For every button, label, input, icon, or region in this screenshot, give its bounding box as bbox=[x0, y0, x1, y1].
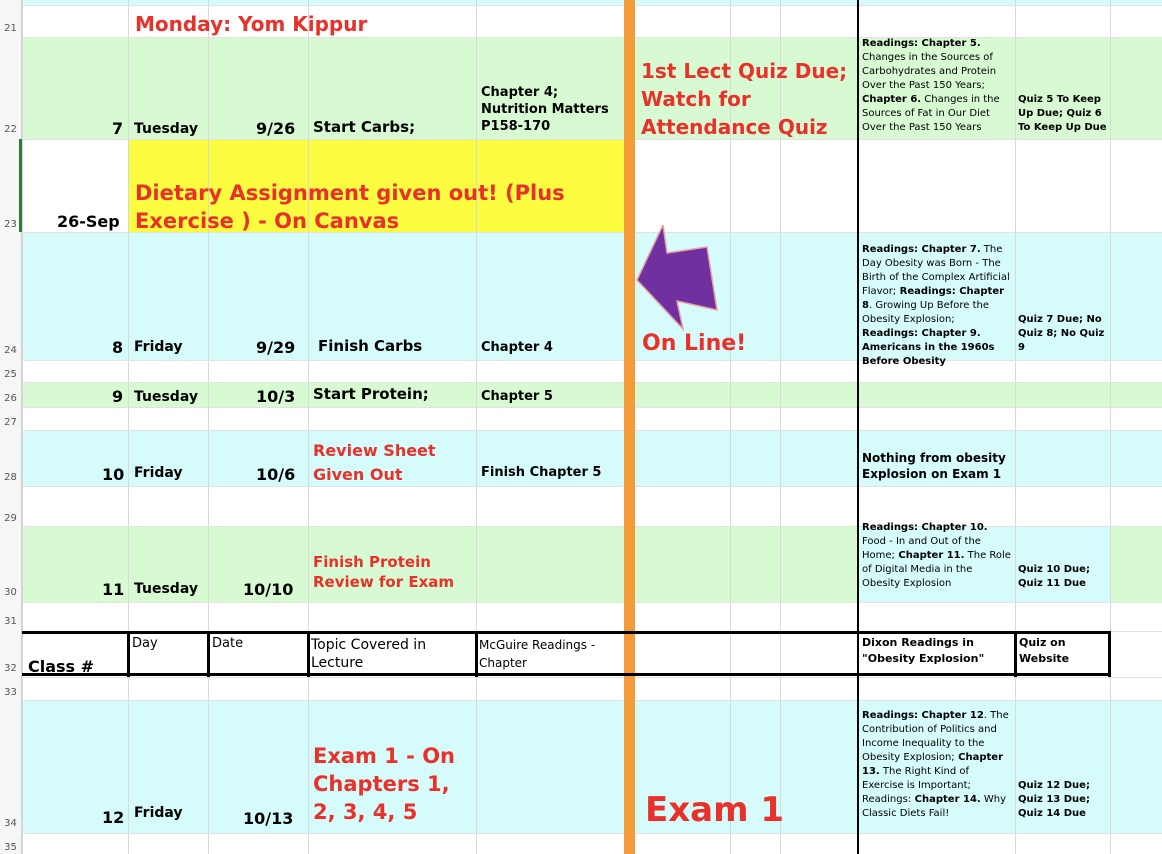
dixon-readings-clip bbox=[859, 521, 1014, 597]
topic-cell[interactable]: Exam 1 - On Chapters 1, 2, 3, 4, 5 bbox=[313, 744, 456, 824]
dixon-bold: Readings: Chapter 9. Americans in the 1960s Before Obesity bbox=[862, 328, 995, 367]
class-number[interactable]: 10 bbox=[102, 465, 125, 484]
dixon-text: The Role of Digital Media in the Obesity Explosion bbox=[862, 550, 1011, 589]
class-number[interactable]: 12 bbox=[102, 808, 125, 827]
class-number[interactable]: 8 bbox=[112, 338, 124, 357]
dixon-bold: Chapter 13. bbox=[862, 752, 1004, 777]
reading-cell[interactable]: Chapter 4 bbox=[481, 340, 553, 355]
row-header-33[interactable]: 33 bbox=[4, 687, 17, 698]
header-mcguire[interactable]: McGuire Readings - Chapter bbox=[479, 638, 596, 670]
dixon-bold: Readings: Chapter 7. bbox=[862, 244, 981, 255]
dixon-readings-cell[interactable] bbox=[862, 37, 1012, 135]
topic-cell[interactable]: Finish Protein Review for Exam bbox=[313, 553, 455, 591]
date-cell[interactable]: 10/6 bbox=[256, 465, 296, 484]
grid-line bbox=[22, 486, 1162, 487]
row-header-28[interactable]: 28 bbox=[4, 472, 17, 483]
date-cell[interactable]: 10/10 bbox=[243, 580, 294, 599]
header-divider bbox=[1014, 631, 1017, 677]
header-dixon[interactable]: Dixon Readings in "Obesity Explosion" bbox=[862, 636, 985, 665]
date-label-cell[interactable]: 26-Sep bbox=[57, 212, 120, 231]
dietary-assignment-text[interactable]: Dietary Assignment given out! (Plus Exercise ) - On Canvas bbox=[135, 181, 565, 233]
dixon-text: Why Classic Diets Fail! bbox=[862, 794, 1007, 819]
grid-line bbox=[1110, 0, 1111, 854]
header-divider bbox=[127, 631, 130, 677]
day-cell[interactable]: Friday bbox=[134, 805, 183, 821]
quiz-cell[interactable]: Quiz 7 Due; No Quiz 8; No Quiz 9 bbox=[1018, 314, 1105, 353]
row-header-31[interactable]: 31 bbox=[4, 616, 17, 627]
grid-line bbox=[22, 833, 1162, 834]
header-class-number[interactable]: Class # bbox=[28, 657, 95, 676]
row-header-27[interactable]: 27 bbox=[4, 417, 17, 428]
dixon-bold: Chapter 11. bbox=[894, 550, 965, 561]
header-date[interactable]: Date bbox=[212, 636, 244, 651]
grid-line bbox=[208, 0, 209, 854]
dixon-text: Changes in the Sources of Carbohydrates and Protein Over the Past 150 Years; bbox=[862, 52, 997, 91]
date-cell[interactable]: 9/26 bbox=[256, 119, 296, 138]
header-divider bbox=[207, 631, 210, 677]
dixon-readings-cell[interactable] bbox=[862, 521, 1012, 591]
dixon-readings-cell[interactable] bbox=[862, 709, 1012, 821]
date-cell[interactable]: 10/13 bbox=[243, 809, 294, 828]
class-number[interactable]: 7 bbox=[112, 119, 124, 138]
row-header-32[interactable]: 32 bbox=[4, 663, 17, 674]
topic-cell[interactable]: Review Sheet Given Out bbox=[313, 441, 436, 484]
quiz-note-cell[interactable]: 1st Lect Quiz Due; Watch for Attendance Quiz bbox=[641, 59, 848, 139]
quiz-cell[interactable]: Quiz 5 To Keep Up Due; Quiz 6 To Keep Up Due bbox=[1018, 94, 1107, 133]
class-number[interactable]: 9 bbox=[112, 387, 124, 406]
grid-line bbox=[22, 700, 1162, 701]
header-quiz[interactable]: Quiz on Website bbox=[1019, 636, 1070, 665]
day-cell[interactable]: Friday bbox=[134, 465, 183, 481]
row-header-25[interactable]: 25 bbox=[4, 369, 17, 380]
row-header-29[interactable]: 29 bbox=[4, 513, 17, 524]
grid-line bbox=[22, 407, 1162, 408]
dixon-readings-cell[interactable] bbox=[862, 243, 1012, 369]
dixon-text: The Day Obesity was Born - The Birth of the Complex Artificial Flavor; bbox=[862, 244, 1010, 297]
exam-label[interactable]: Exam 1 bbox=[645, 790, 785, 830]
day-cell[interactable]: Tuesday bbox=[134, 581, 198, 597]
row-header-35[interactable]: 35 bbox=[4, 842, 17, 853]
orange-divider-column bbox=[624, 0, 635, 854]
day-cell[interactable]: Tuesday bbox=[134, 389, 198, 405]
grid-line bbox=[22, 602, 1162, 603]
day-cell[interactable]: Friday bbox=[134, 339, 183, 355]
dixon-text: The Right Kind of Exercise is Important; Readings: bbox=[862, 766, 971, 805]
online-label[interactable]: On Line! bbox=[642, 331, 747, 356]
row-header-22[interactable]: 22 bbox=[4, 124, 17, 135]
quiz-cell[interactable]: Quiz 10 Due; Quiz 11 Due bbox=[1018, 564, 1090, 589]
yom-kippur-label[interactable]: Monday: Yom Kippur bbox=[135, 12, 368, 36]
grid-line bbox=[22, 430, 1162, 431]
dixon-bold: Chapter 14. bbox=[911, 794, 981, 805]
header-day[interactable]: Day bbox=[132, 636, 158, 651]
dixon-text: Food - In and Out of the Home; bbox=[862, 536, 981, 561]
dixon-readings-cell[interactable]: Nothing from obesity Explosion on Exam 1 bbox=[862, 451, 1006, 481]
row-header-26[interactable]: 26 bbox=[4, 393, 17, 404]
quiz-cell[interactable]: Quiz 12 Due; Quiz 13 Due; Quiz 14 Due bbox=[1018, 780, 1090, 819]
dixon-bold: Readings: Chapter 8 bbox=[862, 286, 1005, 311]
dixon-text: . The Contribution of Politics and Income Inequality to the Obesity Explosion; bbox=[862, 710, 1009, 763]
dixon-bold: Readings: Chapter 10. bbox=[862, 522, 988, 533]
dixon-bold: Chapter 6. bbox=[862, 94, 922, 105]
dixon-bold: Readings: Chapter 12 bbox=[862, 710, 984, 721]
black-divider-line bbox=[857, 0, 859, 854]
reading-cell[interactable]: Chapter 4; Nutrition Matters P158-170 bbox=[481, 85, 609, 134]
dixon-text: . Growing Up Before the Obesity Explosion; bbox=[862, 300, 990, 325]
grid-line bbox=[476, 0, 477, 854]
dixon-bold: Readings: Chapter 5. bbox=[862, 38, 981, 49]
header-divider bbox=[475, 631, 478, 677]
date-cell[interactable]: 10/3 bbox=[256, 387, 296, 406]
header-topic[interactable]: Topic Covered in Lecture bbox=[311, 637, 427, 671]
reading-cell[interactable]: Finish Chapter 5 bbox=[481, 465, 602, 480]
header-divider bbox=[1108, 631, 1111, 677]
grid-line bbox=[1015, 0, 1016, 854]
grid-line bbox=[22, 139, 1162, 140]
topic-cell[interactable]: Start Carbs; bbox=[313, 118, 416, 136]
grid-line bbox=[22, 677, 1162, 678]
topic-cell[interactable]: Start Protein; bbox=[313, 385, 429, 403]
reading-cell[interactable]: Chapter 5 bbox=[481, 389, 553, 404]
day-cell[interactable]: Tuesday bbox=[134, 121, 198, 137]
dixon-text: Changes in the Sources of Fat in Our Diet Over the Past 150 Years bbox=[862, 94, 1000, 133]
date-cell[interactable]: 9/29 bbox=[256, 338, 296, 357]
header-divider bbox=[307, 631, 310, 677]
row-header-34[interactable]: 34 bbox=[4, 818, 17, 829]
grid-line bbox=[22, 382, 1162, 383]
grid-line bbox=[308, 0, 309, 854]
class-number[interactable]: 11 bbox=[102, 580, 125, 599]
grid-line bbox=[22, 0, 23, 854]
row-header-23[interactable]: 23 bbox=[4, 219, 17, 230]
arrow-pointing-left-icon bbox=[633, 225, 723, 335]
row-header-21[interactable]: 21 bbox=[4, 23, 17, 34]
row-header-30[interactable]: 30 bbox=[4, 587, 17, 598]
topic-cell[interactable]: Finish Carbs bbox=[318, 337, 423, 355]
grid-line bbox=[22, 5, 1162, 6]
row-header-24[interactable]: 24 bbox=[4, 345, 17, 356]
grid-line bbox=[128, 0, 129, 854]
